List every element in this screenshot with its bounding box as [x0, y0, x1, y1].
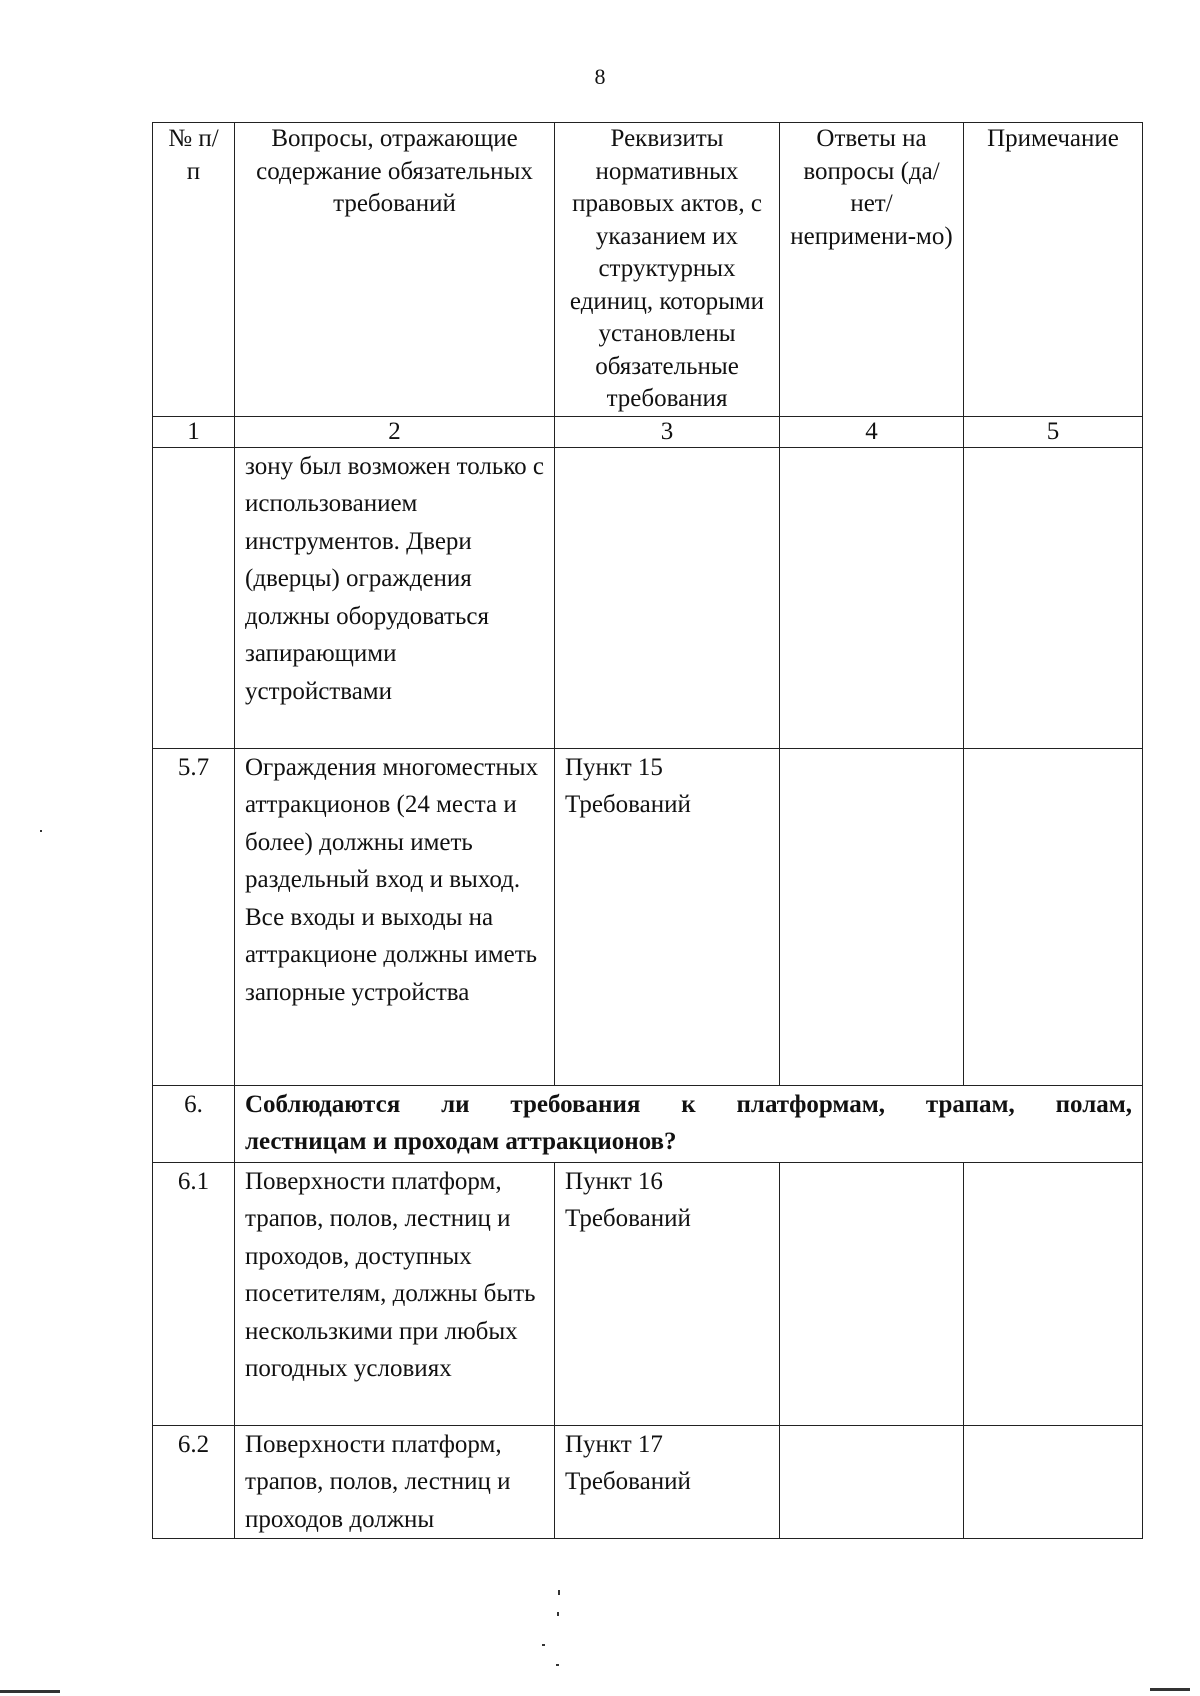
section-title-line: Соблюдаются ли требования к платформам, трапам, полам, [245, 1090, 1132, 1118]
scan-edge [1150, 1688, 1190, 1691]
table-row [153, 447, 1143, 748]
column-number-row [153, 416, 1143, 447]
column-number: 3 [555, 416, 780, 447]
section-row [153, 1085, 1143, 1162]
scan-speck [558, 1590, 560, 1595]
answer-cell [780, 1162, 964, 1425]
checklist-table [152, 122, 1143, 1539]
scan-speck [557, 1612, 559, 1616]
note-cell [964, 1425, 1143, 1539]
scan-speck [542, 1644, 545, 1646]
answer-cell [780, 447, 964, 748]
header-number: № п/п [153, 123, 235, 417]
page-number: 8 [594, 64, 606, 89]
question-text: зону был возможен только с использованием инструментов. Двери (дверцы) ограждения должны оборудоваться запирающими устройствами [235, 447, 555, 748]
row-number: 6.1 [153, 1162, 235, 1425]
column-number: 1 [153, 416, 235, 447]
column-number: 2 [235, 416, 555, 447]
column-number: 4 [780, 416, 964, 447]
column-number: 5 [964, 416, 1143, 447]
header-note: Примечание [964, 123, 1143, 417]
table-row [153, 1162, 1143, 1425]
question-text: Поверхности платформ, трапов, полов, лестниц и проходов должны [235, 1425, 555, 1539]
table-row [153, 748, 1143, 1085]
header-references: Реквизиты нормативных правовых актов, с указанием их структурных единиц, которыми установлены обязательные требования [555, 123, 780, 417]
section-title-line: лестницам и проходам аттракционов? [245, 1128, 677, 1155]
header-questions: Вопросы, отражающие содержание обязательных требований [235, 123, 555, 417]
section-number: 6. [153, 1085, 235, 1162]
reference-cell: Пункт 16 Требований [555, 1162, 780, 1425]
note-cell [964, 748, 1143, 1085]
header-answers: Ответы на вопросы (да/нет/ непримени-мо) [780, 123, 964, 417]
header-row [153, 123, 1143, 417]
row-number: 6.2 [153, 1425, 235, 1539]
section-title [235, 1085, 1143, 1162]
scan-speck [556, 1664, 559, 1666]
scan-edge [0, 1690, 60, 1693]
answer-cell [780, 1425, 964, 1539]
scan-speck [40, 830, 42, 832]
table-row [153, 1425, 1143, 1539]
reference-cell: Пункт 17 Требований [555, 1425, 780, 1539]
question-text: Ограждения многоместных аттракционов (24 места и более) должны иметь раздельный вход и выход. Все входы и выходы на аттракционе должны иметь запорные устройства [235, 748, 555, 1085]
row-number [153, 447, 235, 748]
note-cell [964, 447, 1143, 748]
reference-cell: Пункт 15 Требований [555, 748, 780, 1085]
row-number: 5.7 [153, 748, 235, 1085]
question-text: Поверхности платформ, трапов, полов, лестниц и проходов, доступных посетителям, должны быть нескользкими при любых погодных условиях [235, 1162, 555, 1425]
note-cell [964, 1162, 1143, 1425]
reference-cell [555, 447, 780, 748]
answer-cell [780, 748, 964, 1085]
